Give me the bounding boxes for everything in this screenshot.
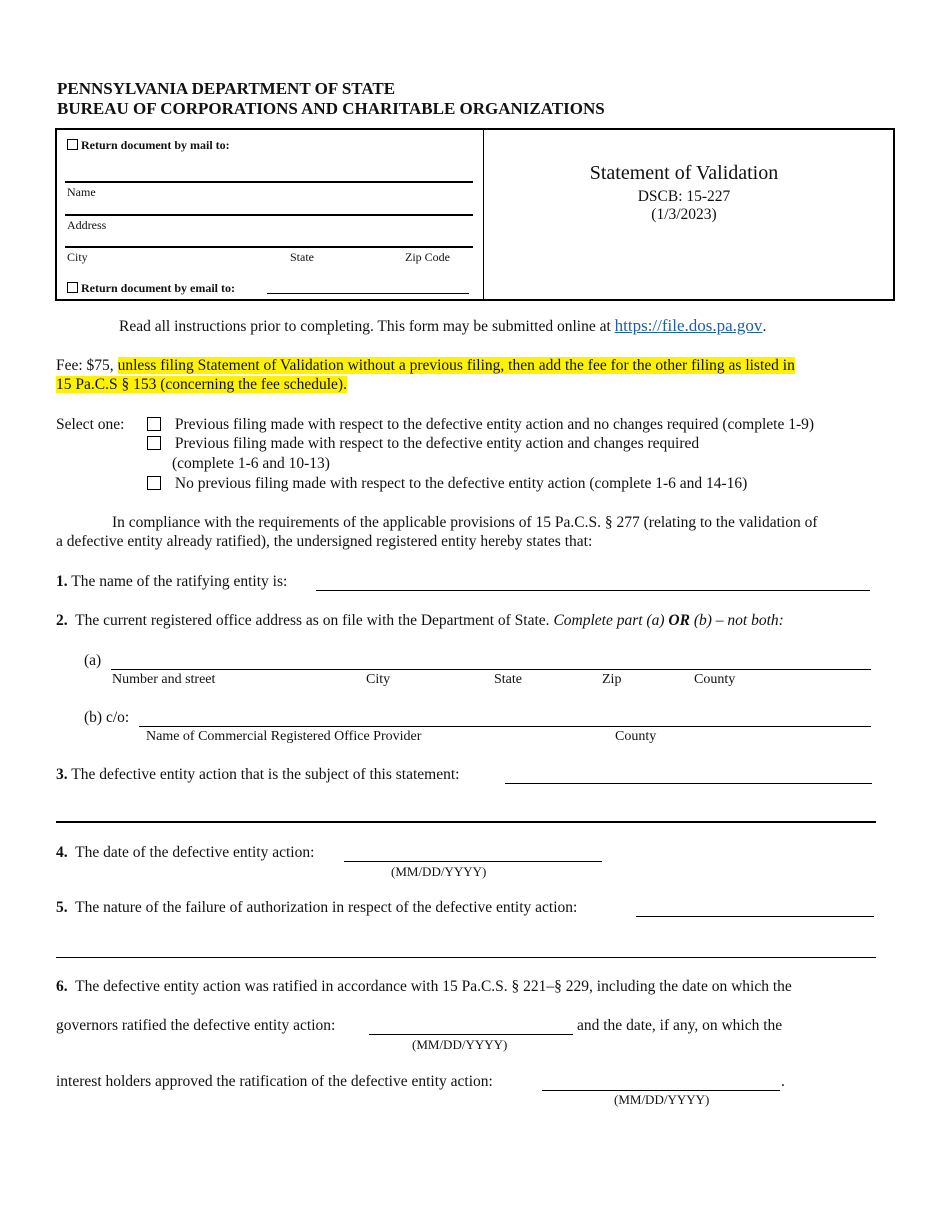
county-label-a: County bbox=[694, 672, 736, 687]
item-4 bbox=[56, 844, 314, 862]
item-2-instruction-or: OR bbox=[668, 612, 690, 629]
item-1 bbox=[56, 573, 287, 591]
item-4-text: The date of the defective entity action: bbox=[75, 844, 315, 861]
item-2-instruction-b: (b) – not both: bbox=[689, 612, 784, 629]
option-no-previous-label: No previous filing made with respect to the defective entity action (complete 1-6 and 14-16) bbox=[174, 475, 748, 492]
option-no-changes bbox=[147, 416, 814, 434]
street-label: Number and street bbox=[112, 672, 216, 687]
defective-action-date-field[interactable] bbox=[344, 861, 602, 862]
return-by-email-option bbox=[67, 281, 235, 296]
provider-label: Name of Commercial Registered Office Provider bbox=[146, 729, 422, 744]
interest-holders-approval-date-field[interactable] bbox=[542, 1090, 780, 1091]
option-no-changes-checkbox[interactable] bbox=[147, 417, 161, 431]
item-2-text: The current registered office address as on file with the Department of State. bbox=[75, 612, 550, 629]
option-changes-required-label: Previous filing made with respect to the defective entity action and changes required bbox=[174, 435, 700, 452]
instructions-text: Read all instructions prior to completing. This form may be submitted online at bbox=[119, 318, 615, 335]
return-by-email-label: Return document by email to: bbox=[81, 281, 235, 295]
option-no-previous bbox=[147, 475, 747, 493]
fee-line-1 bbox=[56, 357, 795, 375]
state-label-a: State bbox=[494, 672, 522, 687]
item-6-text-2a: governors ratified the defective entity action: bbox=[56, 1017, 336, 1034]
item-6-date-hint-1: (MM/DD/YYYY) bbox=[412, 1037, 508, 1052]
item-6-text-3-end: . bbox=[781, 1073, 785, 1090]
option-no-changes-label: Previous filing made with respect to the defective entity action and no changes required (complete 1-9) bbox=[174, 416, 815, 433]
item-1-text: The name of the ratifying entity is: bbox=[71, 573, 288, 590]
name-field[interactable] bbox=[65, 181, 473, 183]
commercial-provider-field[interactable] bbox=[139, 726, 871, 727]
option-changes-required-note: (complete 1-6 and 10-13) bbox=[172, 455, 330, 472]
item-6-number: 6. bbox=[56, 978, 68, 995]
return-by-mail-label: Return document by mail to: bbox=[81, 138, 230, 152]
item-6-text-1: The defective entity action was ratified in accordance with 15 Pa.C.S. § 221–§ 229, including the date on which the bbox=[75, 978, 792, 995]
bureau-heading: BUREAU OF CORPORATIONS AND CHARITABLE ORGANIZATIONS bbox=[57, 99, 605, 118]
select-one-label: Select one: bbox=[56, 416, 125, 433]
form-code: DSCB: 15-227 bbox=[637, 188, 731, 205]
ratifying-entity-name-field[interactable] bbox=[316, 590, 870, 591]
instructions-end: . bbox=[762, 318, 767, 335]
part-a-label: (a) bbox=[84, 652, 102, 669]
part-b-label: (b) c/o: bbox=[84, 709, 130, 726]
item-3-number: 3. bbox=[56, 766, 68, 783]
return-by-mail-option bbox=[67, 138, 230, 153]
item-2-number: 2. bbox=[56, 612, 68, 629]
option-no-previous-checkbox[interactable] bbox=[147, 476, 161, 490]
item-5-number: 5. bbox=[56, 899, 68, 916]
fee-highlight-1: unless filing Statement of Validation without a previous filing, then add the fee for the other filing as listed in bbox=[117, 357, 795, 374]
return-by-email-checkbox[interactable] bbox=[67, 282, 78, 293]
failure-nature-field[interactable] bbox=[636, 916, 874, 917]
address-field[interactable] bbox=[65, 214, 473, 216]
item-6-text-2b: and the date, if any, on which the bbox=[577, 1017, 783, 1034]
defective-action-field[interactable] bbox=[505, 783, 872, 784]
return-document-box bbox=[55, 128, 895, 301]
compliance-line-1: In compliance with the requirements of the applicable provisions of 15 Pa.C.S. § 277 (relating to the validation of bbox=[112, 514, 818, 531]
instructions-line bbox=[119, 316, 766, 336]
registered-office-address-field[interactable] bbox=[111, 669, 871, 670]
item-5-text: The nature of the failure of authorization in respect of the defective entity action: bbox=[75, 899, 578, 916]
item-6-date-hint-2: (MM/DD/YYYY) bbox=[614, 1092, 710, 1107]
item-5 bbox=[56, 899, 577, 917]
form-revision-date: (1/3/2023) bbox=[651, 206, 717, 223]
online-filing-link[interactable]: https://file.dos.pa.gov bbox=[614, 316, 763, 335]
fee-highlight-2: 15 Pa.C.S § 153 (concerning the fee schedule). bbox=[56, 376, 347, 393]
email-field[interactable] bbox=[267, 293, 469, 294]
return-by-mail-checkbox[interactable] bbox=[67, 139, 78, 150]
city-state-zip-field[interactable] bbox=[65, 246, 473, 248]
fee-line-2 bbox=[56, 376, 347, 394]
zip-label-a: Zip bbox=[602, 672, 622, 687]
name-label: Name bbox=[67, 185, 96, 199]
defective-action-field-continued[interactable] bbox=[56, 821, 876, 823]
item-2-instruction-a: Complete part (a) bbox=[553, 612, 669, 629]
item-4-date-hint: (MM/DD/YYYY) bbox=[391, 864, 487, 879]
county-label-b: County bbox=[615, 729, 657, 744]
department-heading: PENNSYLVANIA DEPARTMENT OF STATE bbox=[57, 79, 396, 98]
state-label: State bbox=[290, 250, 314, 264]
item-3 bbox=[56, 766, 459, 784]
address-label: Address bbox=[67, 218, 107, 232]
form-title: Statement of Validation bbox=[589, 162, 779, 184]
failure-nature-field-continued[interactable] bbox=[56, 957, 876, 958]
item-3-text: The defective entity action that is the subject of this statement: bbox=[71, 766, 460, 783]
item-2 bbox=[56, 612, 784, 630]
city-label: City bbox=[67, 250, 88, 264]
item-6 bbox=[56, 978, 792, 996]
item-4-number: 4. bbox=[56, 844, 68, 861]
city-label-a: City bbox=[366, 672, 391, 687]
option-changes-required-checkbox[interactable] bbox=[147, 436, 161, 450]
fee-prefix: Fee: $75, bbox=[56, 357, 118, 374]
compliance-line-2: a defective entity already ratified), the undersigned registered entity hereby states that: bbox=[56, 533, 593, 550]
governors-ratified-date-field[interactable] bbox=[369, 1034, 573, 1035]
zip-code-label: Zip Code bbox=[405, 250, 450, 264]
item-1-number: 1. bbox=[56, 573, 68, 590]
item-6-text-3: interest holders approved the ratification of the defective entity action: bbox=[56, 1073, 493, 1090]
option-changes-required bbox=[147, 435, 699, 453]
